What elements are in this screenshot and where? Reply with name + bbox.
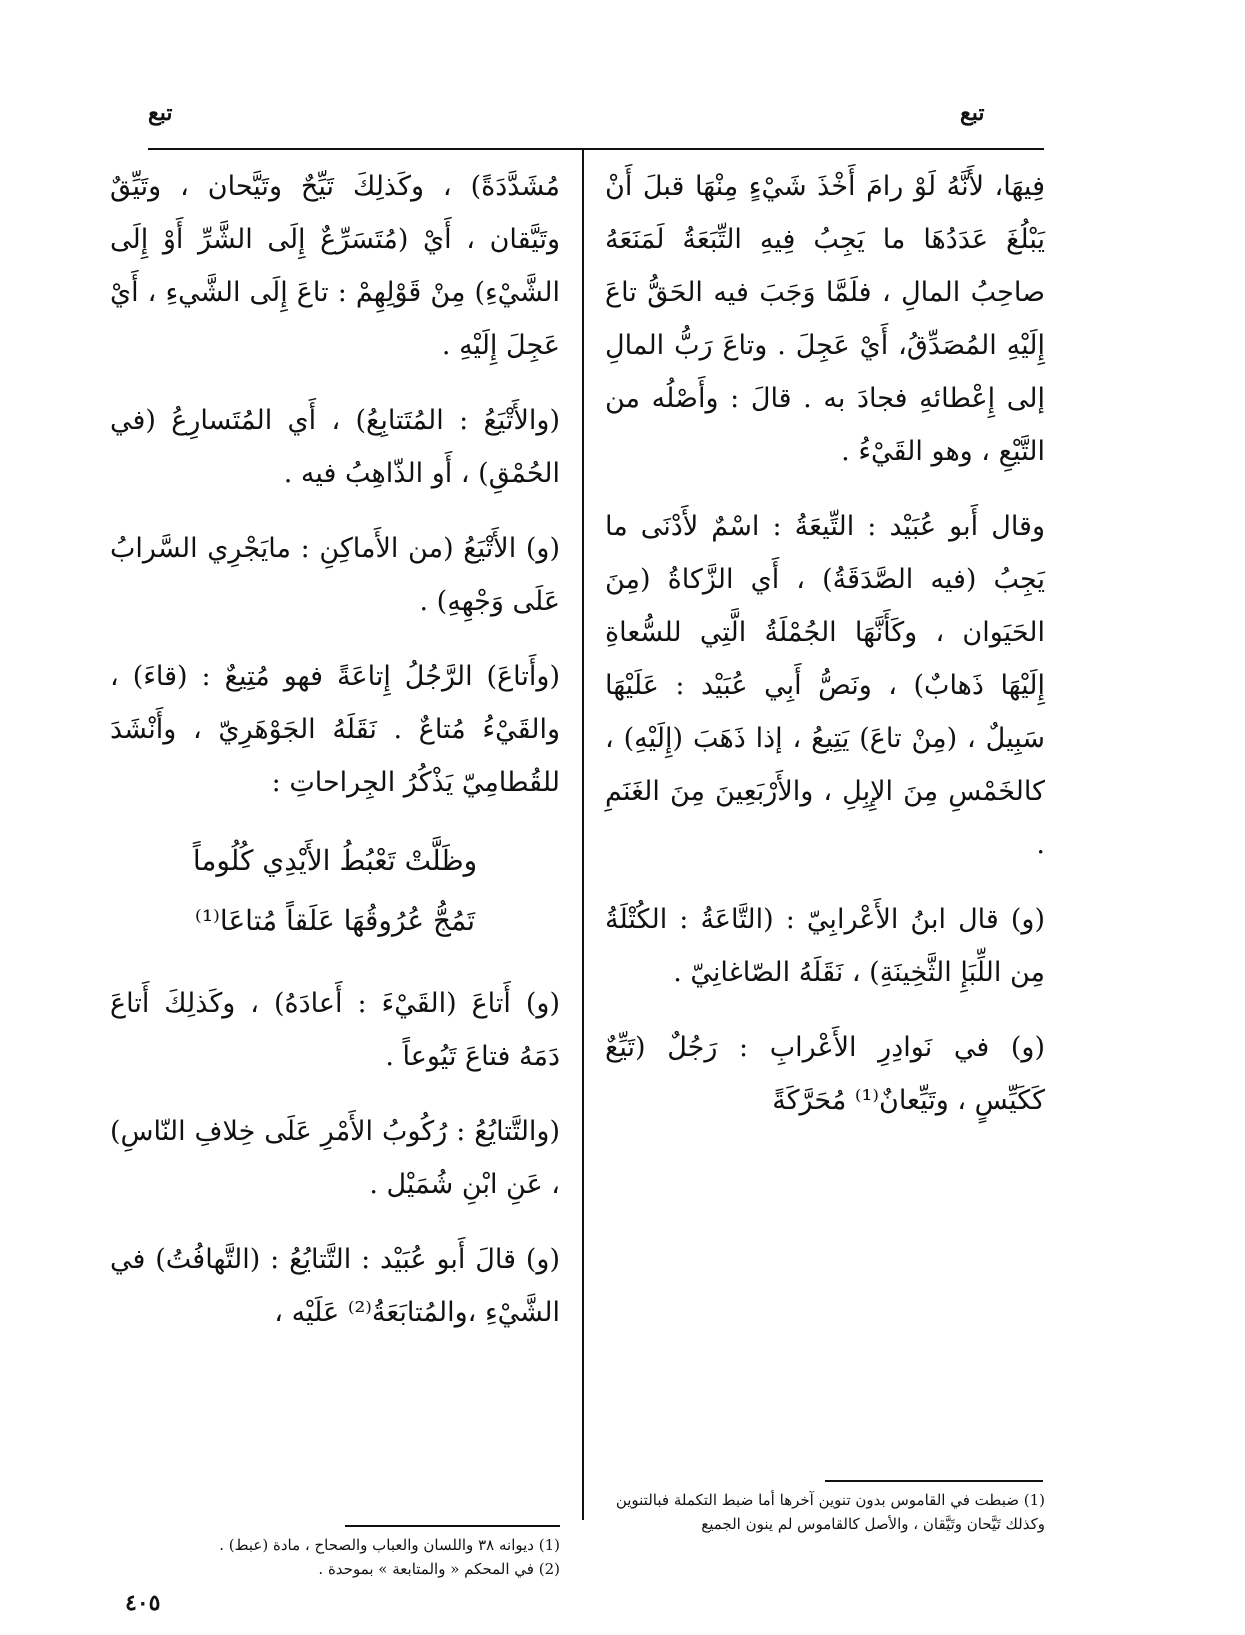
left-paragraph: (و) قالَ أَبو عُبَيْد : التَّتايُعُ : (التَّهافُتُ) في الشَّيْءِ ،والمُتابَعَةُ⁽²⁾ عَلَيْه ، bbox=[110, 1244, 560, 1328]
right-paragraph: (و) في نَوادِرِ الأَعْرابِ : رَجُلٌ (تَيِّعٌ كَكَيِّسٍ ، وتَيِّعانٌ⁽¹⁾ مُحَرَّكَةً bbox=[605, 1032, 1045, 1116]
footnote: (1) ضبطت في القاموس بدون تنوين آخرها أما ضبط التكملة فبالتنوين وكذلك تَيَّحان وتَيَّقان ، والأصل كالقاموس لم ينون الجميع bbox=[615, 1491, 1045, 1533]
right-paragraph: فِيهَا، لأَنَّهُ لَوْ رامَ أَخْذَ شَيْءٍ مِنْهَا قبلَ أَنْ يَبْلُغَ عَدَدُهَا ما يَجِبُ فِيهِ التِّبَعَةُ لَمَنَعَهُ صاحِبُ المالِ ، فلَمَّا وَجَبَ فيه الحَقُّ تاعَ إِلَيْهِ المُصَدِّقُ، أَيْ عَجِلَ . وتاعَ رَبُّ المالِ إلى إِعْطائهِ فجادَ به . قالَ : وأَصْلُه من التَّيْعِ ، وهو القَيْءُ . bbox=[605, 171, 1045, 467]
running-head-left: تبع bbox=[148, 100, 173, 126]
left-paragraph: (وأَتاعَ) الرَّجُلُ إِتاعَةً فهو مُتِيعٌ : (قاءَ) ، والقَيْءُ مُتاعٌ . نَقَلَهُ الجَوْهَرِيّ ، وأَنْشَدَ للقُطامِيّ يَذْكُرُ الجِراحاتِ : bbox=[110, 661, 560, 798]
verse-line-2: تَمُجُّ عُرُوقُهَا عَلَقاً مُتاعَا⁽¹⁾ bbox=[194, 904, 476, 937]
footnote-rule-right bbox=[825, 1480, 1043, 1482]
right-paragraph: (و) قال ابنُ الأَعْرابِيّ : (التَّاعَةُ : الكُتْلَةُ مِن اللِّبَإِ الثَّخِينَةِ) ، نَقَلَهُ الصّاغانِيّ . bbox=[605, 904, 1045, 988]
footnotes-right bbox=[605, 1488, 1045, 1536]
right-paragraph: وقال أَبو عُبَيْد : التِّيعَةُ : اسْمٌ لأَدْنَى ما يَجِبُ (فيه الصَّدَقَةُ) ، أَي الزَّكاةُ (مِنَ الحَيَوان ، وكَأَنَّهَا الجُمْلَةُ الَّتِي للسُّعاةِ إِلَيْهَا ذَهابٌ) ، ونَصُّ أَبِي عُبَيْد : عَلَيْهَا سَبِيلٌ ، (مِنْ تاعَ) يَتِيعُ ، إذا ذَهَبَ (إِلَيْهِ) ، كالخَمْسِ مِنَ الإِبِلِ ، والأَرْبَعِينَ مِنَ الغَنَمِ . bbox=[605, 511, 1045, 860]
footnotes-left bbox=[110, 1533, 560, 1581]
poem-verse bbox=[110, 831, 560, 951]
left-paragraph: (والأَتْيَعُ : المُتَتابِعُ) ، أَي المُتَسارِعُ (في الحُمْقِ) ، أَو الذّاهِبُ فيه . bbox=[110, 405, 560, 489]
footnote: (1) ديوانه ٣٨ واللسان والعباب والصحاح ، مادة (عبط) . bbox=[219, 1536, 560, 1554]
column-divider bbox=[582, 150, 584, 1520]
left-column bbox=[110, 160, 560, 1361]
left-paragraph: (و) أَتاعَ (القَيْءَ : أَعادَهُ) ، وكَذلِكَ أَتاعَ دَمَهُ فتاعَ تَيُوعاً . bbox=[110, 988, 560, 1072]
verse-line-1: وظَلَّتْ تَعْبُطُ الأَيْدِي كُلُوماً bbox=[192, 844, 478, 877]
right-column bbox=[605, 160, 1045, 1149]
page-number: ٤٠٥ bbox=[125, 1590, 161, 1616]
running-head-right: تبع bbox=[960, 100, 985, 126]
footnote-rule-left bbox=[345, 1525, 560, 1527]
left-paragraph: (والتَّتايُعُ : رُكُوبُ الأَمْرِ عَلَى خِلافِ النّاسِ) ، عَنِ ابْنِ شُمَيْل . bbox=[110, 1116, 560, 1200]
footnote: (2) في المحكم « والمتابعة » بموحدة . bbox=[318, 1560, 560, 1578]
left-paragraph: (و) الأَتْيَعُ (من الأَماكِنِ : مايَجْرِي السَّرابُ عَلَى وَجْهِهِ) . bbox=[110, 533, 560, 617]
header-rule bbox=[148, 148, 1044, 150]
left-paragraph: مُشَدَّدَةً) ، وكَذلِكَ تَيِّحٌ وتَيَّحان ، وتَيِّقٌ وتَيَّقان ، أَيْ (مُتَسَرِّعٌ إِلَى الشَّرِّ أَوْ إِلَى الشَّيْءِ) مِنْ قَوْلِهِمْ : تاعَ إِلَى الشَّيءِ ، أَيْ عَجِلَ إِلَيْهِ . bbox=[110, 171, 560, 361]
